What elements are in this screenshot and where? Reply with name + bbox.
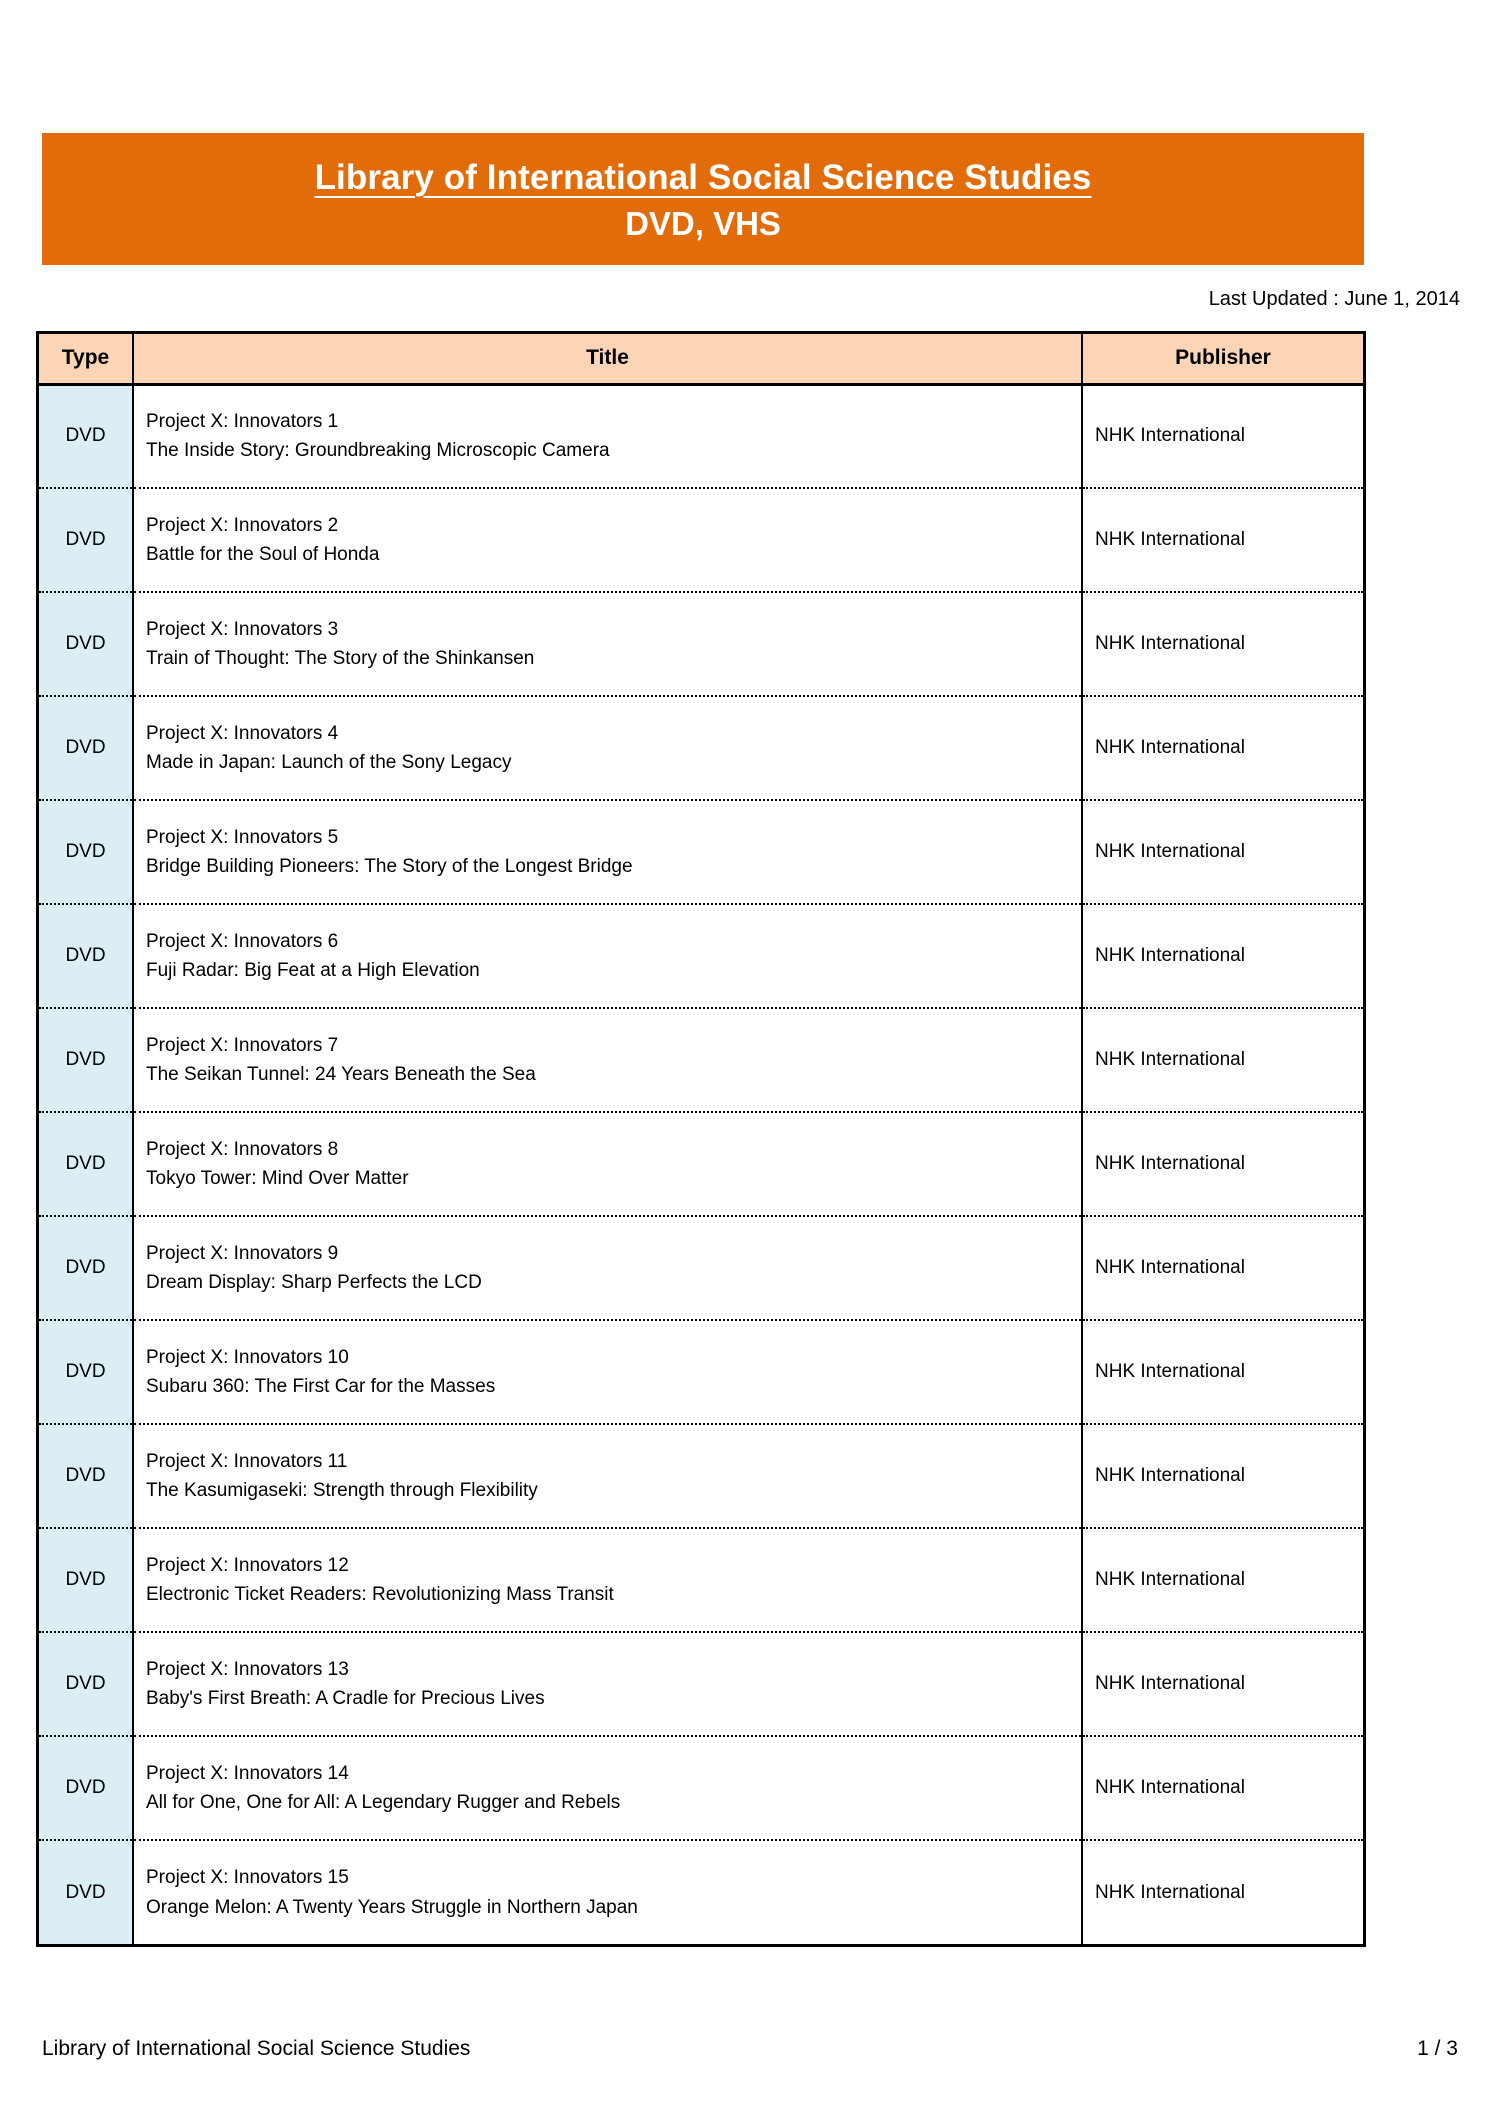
table-row xyxy=(39,1424,1363,1528)
title-episode-line: Tokyo Tower: Mind Over Matter xyxy=(146,1168,409,1189)
catalog-table xyxy=(39,334,1363,1944)
table-row xyxy=(39,696,1363,800)
title-series-line: Project X: Innovators 4 xyxy=(146,722,339,744)
cell-type: DVD xyxy=(39,800,133,904)
cell-type: DVD xyxy=(39,384,133,488)
title-episode-line: Battle for the Soul of Honda xyxy=(146,544,380,565)
title-series-line: Project X: Innovators 11 xyxy=(146,1450,348,1472)
title-series-line: Project X: Innovators 2 xyxy=(146,514,339,536)
cell-publisher: NHK International xyxy=(1082,1216,1363,1320)
page-subtitle: DVD, VHS xyxy=(625,205,781,243)
cell-title xyxy=(133,1424,1082,1528)
title-series-line: Project X: Innovators 10 xyxy=(146,1346,349,1368)
cell-title xyxy=(133,1008,1082,1112)
cell-type: DVD xyxy=(39,1528,133,1632)
footer-page-indicator: 1 / 3 xyxy=(1417,2037,1458,2060)
title-episode-line: Made in Japan: Launch of the Sony Legacy xyxy=(146,752,512,773)
table-body xyxy=(39,384,1363,1944)
cell-publisher: NHK International xyxy=(1082,592,1363,696)
table-row xyxy=(39,1112,1363,1216)
table-row xyxy=(39,1320,1363,1424)
cell-type: DVD xyxy=(39,488,133,592)
cell-title xyxy=(133,592,1082,696)
cell-type: DVD xyxy=(39,1736,133,1840)
cell-publisher: NHK International xyxy=(1082,384,1363,488)
last-updated-text: Last Updated : June 1, 2014 xyxy=(1208,288,1460,310)
title-episode-line: Dream Display: Sharp Perfects the LCD xyxy=(146,1272,482,1293)
cell-publisher: NHK International xyxy=(1082,1736,1363,1840)
title-series-line: Project X: Innovators 5 xyxy=(146,826,339,848)
title-episode-line: The Seikan Tunnel: 24 Years Beneath the Sea xyxy=(146,1064,536,1085)
footer-document-name: Library of International Social Science Studies xyxy=(42,2037,471,2060)
cell-publisher: NHK International xyxy=(1082,904,1363,1008)
table-row xyxy=(39,384,1363,488)
cell-title xyxy=(133,696,1082,800)
cell-type: DVD xyxy=(39,904,133,1008)
title-banner xyxy=(42,133,1364,265)
cell-title xyxy=(133,384,1082,488)
table-header-row xyxy=(39,334,1363,384)
column-header-type: Type xyxy=(39,334,133,384)
table-row xyxy=(39,1216,1363,1320)
title-series-line: Project X: Innovators 13 xyxy=(146,1658,349,1680)
table-row xyxy=(39,488,1363,592)
title-episode-line: Bridge Building Pioneers: The Story of the Longest Bridge xyxy=(146,856,633,877)
cell-type: DVD xyxy=(39,696,133,800)
title-episode-line: Baby's First Breath: A Cradle for Precious Lives xyxy=(146,1688,545,1709)
cell-title xyxy=(133,1216,1082,1320)
table-header xyxy=(39,334,1363,384)
column-header-publisher: Publisher xyxy=(1082,334,1363,384)
cell-type: DVD xyxy=(39,1840,133,1944)
table-row xyxy=(39,1008,1363,1112)
cell-publisher: NHK International xyxy=(1082,696,1363,800)
cell-publisher: NHK International xyxy=(1082,1632,1363,1736)
cell-publisher: NHK International xyxy=(1082,1112,1363,1216)
title-episode-line: Train of Thought: The Story of the Shinkansen xyxy=(146,648,535,669)
table-row xyxy=(39,1840,1363,1944)
cell-publisher: NHK International xyxy=(1082,1840,1363,1944)
title-series-line: Project X: Innovators 8 xyxy=(146,1138,339,1160)
cell-title xyxy=(133,1320,1082,1424)
cell-title xyxy=(133,1840,1082,1944)
cell-type: DVD xyxy=(39,1424,133,1528)
cell-publisher: NHK International xyxy=(1082,1528,1363,1632)
cell-type: DVD xyxy=(39,1008,133,1112)
title-series-line: Project X: Innovators 12 xyxy=(146,1554,349,1576)
column-header-title: Title xyxy=(133,334,1082,384)
table-row xyxy=(39,1632,1363,1736)
cell-title xyxy=(133,904,1082,1008)
cell-type: DVD xyxy=(39,1632,133,1736)
table-row xyxy=(39,592,1363,696)
title-episode-line: Subaru 360: The First Car for the Masses xyxy=(146,1376,496,1397)
cell-publisher: NHK International xyxy=(1082,800,1363,904)
title-series-line: Project X: Innovators 1 xyxy=(146,410,339,432)
catalog-table-container xyxy=(36,331,1366,1947)
title-series-line: Project X: Innovators 9 xyxy=(146,1242,339,1264)
title-series-line: Project X: Innovators 6 xyxy=(146,930,339,952)
title-episode-line: The Kasumigaseki: Strength through Flexibility xyxy=(146,1480,538,1501)
cell-title xyxy=(133,1736,1082,1840)
cell-type: DVD xyxy=(39,1216,133,1320)
cell-type: DVD xyxy=(39,1112,133,1216)
cell-title xyxy=(133,1528,1082,1632)
title-episode-line: The Inside Story: Groundbreaking Microscopic Camera xyxy=(146,440,610,462)
cell-title xyxy=(133,800,1082,904)
title-episode-line: Orange Melon: A Twenty Years Struggle in Northern Japan xyxy=(146,1896,638,1918)
table-row xyxy=(39,800,1363,904)
cell-publisher: NHK International xyxy=(1082,1008,1363,1112)
table-row xyxy=(39,904,1363,1008)
title-episode-line: Electronic Ticket Readers: Revolutionizing Mass Transit xyxy=(146,1584,614,1605)
table-row xyxy=(39,1528,1363,1632)
title-series-line: Project X: Innovators 15 xyxy=(146,1867,349,1889)
cell-publisher: NHK International xyxy=(1082,1424,1363,1528)
page-footer xyxy=(42,2037,1458,2061)
title-series-line: Project X: Innovators 14 xyxy=(146,1762,349,1784)
title-episode-line: Fuji Radar: Big Feat at a High Elevation xyxy=(146,960,480,981)
cell-publisher: NHK International xyxy=(1082,488,1363,592)
cell-type: DVD xyxy=(39,592,133,696)
cell-title xyxy=(133,1632,1082,1736)
title-series-line: Project X: Innovators 3 xyxy=(146,618,339,640)
title-series-line: Project X: Innovators 7 xyxy=(146,1034,339,1056)
cell-title xyxy=(133,488,1082,592)
page-title: Library of International Social Science Studies xyxy=(314,157,1092,197)
title-episode-line: All for One, One for All: A Legendary Rugger and Rebels xyxy=(146,1792,621,1813)
cell-type: DVD xyxy=(39,1320,133,1424)
cell-publisher: NHK International xyxy=(1082,1320,1363,1424)
cell-title xyxy=(133,1112,1082,1216)
table-row xyxy=(39,1736,1363,1840)
